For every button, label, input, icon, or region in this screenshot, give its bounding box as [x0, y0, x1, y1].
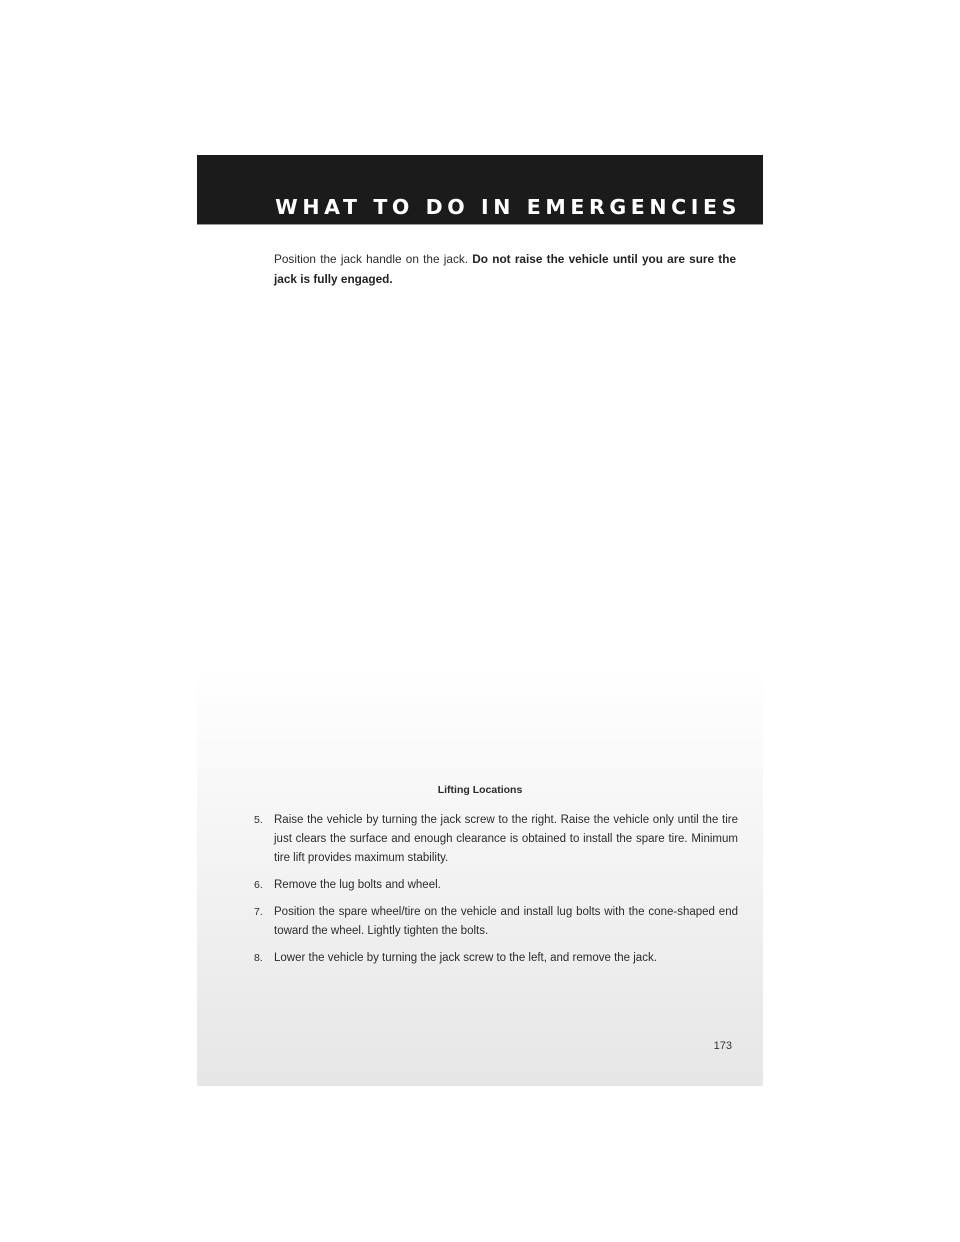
intro-text: Position the jack handle on the jack.	[274, 252, 469, 266]
header-divider	[197, 224, 763, 225]
step-number: 6.	[254, 879, 263, 891]
step-number: 7.	[254, 906, 263, 918]
section-header	[197, 155, 763, 224]
step-text: Remove the lug bolts and wheel.	[274, 879, 441, 891]
list-item	[254, 876, 738, 895]
step-text: Lower the vehicle by turning the jack screw to the left, and remove the jack.	[274, 952, 657, 964]
lifting-locations-figure	[257, 325, 717, 765]
step-number: 8.	[254, 952, 263, 964]
procedure-steps	[254, 811, 738, 976]
step-text: Position the spare wheel/tire on the vehicle and install lug bolts with the cone-shaped end toward the wheel. Lightly tighten the bolts.	[274, 906, 738, 937]
step-text: Raise the vehicle by turning the jack screw to the right. Raise the vehicle only until the tire just clears the surface and enough clearance is obtained to install the spare tire. Minimum tire lift provides maximum stability.	[274, 814, 738, 864]
figure-caption: Lifting Locations	[437, 784, 523, 796]
section-title: WHAT TO DO IN EMERGENCIES	[275, 195, 741, 219]
list-item	[254, 811, 738, 868]
intro-paragraph	[274, 249, 736, 289]
step-number: 5.	[254, 814, 263, 826]
manual-page	[197, 155, 763, 1086]
list-item	[254, 903, 738, 941]
list-item	[254, 949, 738, 968]
intro-warning: Do not raise the vehicle until you are sure the jack is fully engaged.	[274, 252, 737, 286]
page-number: 173	[713, 1040, 732, 1052]
